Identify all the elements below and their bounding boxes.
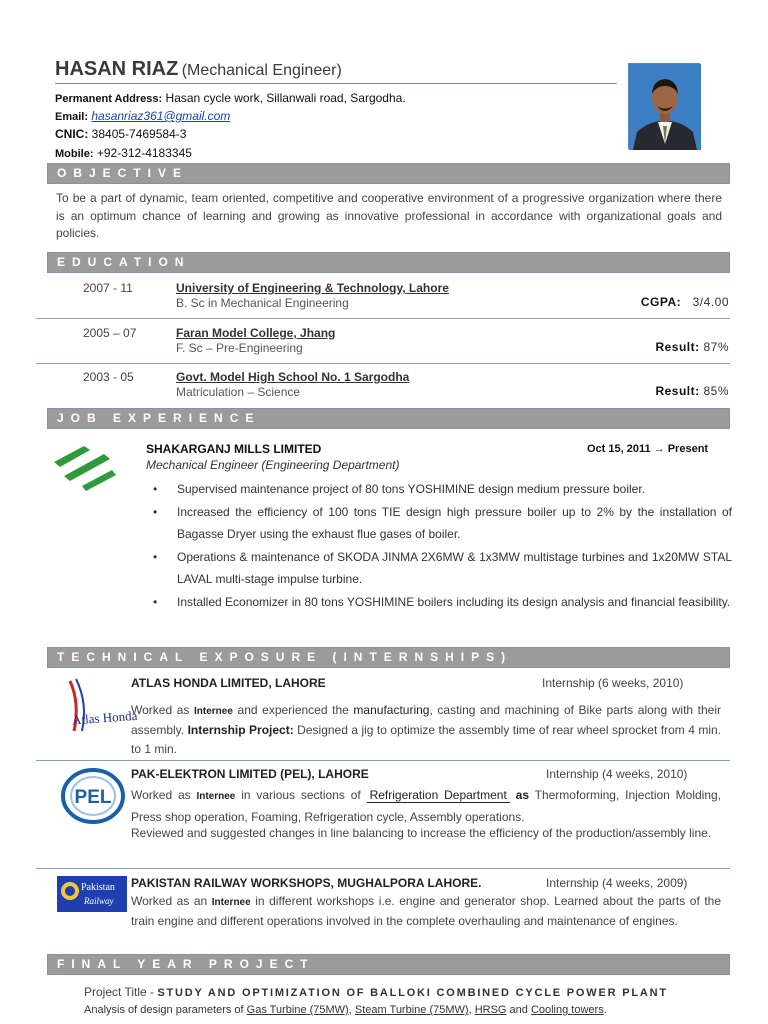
desc-bold: Internee <box>211 897 251 908</box>
job-role: Mechanical Engineer (Engineering Department) <box>146 458 400 472</box>
desc-text: in different workshops i.e. engine and generator shop. Learned about the parts of the train engine and different operations involved in the complete overhauling and maintenance of engines. <box>131 894 722 928</box>
education-institution: Govt. Model High School No. 1 Sargodha <box>176 370 410 384</box>
internship-company: ATLAS HONDA LIMITED, LAHORE <box>131 676 326 690</box>
education-institution: Faran Model College, Jhang <box>176 326 336 340</box>
desc-bold: Internee <box>196 791 236 802</box>
education-degree: Matriculation – Science <box>176 385 301 399</box>
title-close-paren: ) <box>336 62 342 79</box>
list-item: • Operations & maintenance of SKODA JINMA 2X6MW & 1x3MW multistage turbines and 1x20MW STAL LAVAL multi-stage impulse turbine. <box>150 546 732 591</box>
atlas-honda-logo-icon <box>62 673 138 735</box>
education-result <box>655 384 729 398</box>
job-company: SHAKARGANJ MILLS LIMITED <box>146 442 322 456</box>
internship-description <box>131 701 721 759</box>
desc-text: Worked as <box>131 703 195 717</box>
project-title-line <box>84 985 668 999</box>
list-item: • Supervised maintenance project of 80 tons YOSHIMINE design medium pressure boiler. <box>150 478 732 501</box>
analysis-item: HRSG <box>474 1004 507 1016</box>
internship-company: PAKISTAN RAILWAY WORKSHOPS, MUGHALPORA LAHORE. <box>131 876 482 890</box>
candidate-title: Mechanical Engineer <box>187 62 337 79</box>
logo-text: PEL <box>74 787 112 808</box>
cnic-line <box>55 127 186 141</box>
desc-text: Thermoforming, Injection Molding, Press shop operation, Foaming, Refrigeration cycle, Assembly operations. <box>131 788 722 824</box>
internship-period: Internship (4 weeks, 2010) <box>546 767 688 781</box>
education-item <box>36 364 730 408</box>
address-label: Permanent Address: <box>55 93 163 105</box>
analysis-text: Analysis of design parameters of <box>84 1004 247 1016</box>
pel-logo-icon <box>60 767 126 825</box>
cnic-label: CNIC: <box>55 127 89 141</box>
email-link[interactable]: hasanriaz361@gmail.com <box>91 109 231 123</box>
education-degree: B. Sc in Mechanical Engineering <box>176 296 349 310</box>
job-section-bar: JOB EXPERIENCE <box>47 408 730 429</box>
project-title: STUDY AND OPTIMIZATION OF BALLOKI COMBINED CYCLE POWER PLANT <box>157 987 668 999</box>
divider <box>36 868 730 869</box>
job-duties-list <box>150 478 732 613</box>
result-label: CGPA: <box>640 295 682 309</box>
desc-text: Worked as <box>131 788 197 802</box>
internship-description <box>131 892 721 930</box>
education-section-bar: EDUCATION <box>47 252 730 273</box>
desc-bold: Internship Project: <box>187 723 294 737</box>
desc-text: manufacturing <box>353 703 430 717</box>
result-label: Result: <box>655 340 700 354</box>
job-date: Oct 15, 2011 → Present <box>587 443 709 455</box>
analysis-text: and <box>506 1004 531 1016</box>
analysis-text: . <box>603 1004 607 1016</box>
internship-company: PAK-ELEKTRON LIMITED (PEL), LAHORE <box>131 767 369 781</box>
desc-bold: as <box>509 788 529 802</box>
address-value: Hasan cycle work, Sillanwali road, Sargodha. <box>165 91 406 105</box>
result-value: 3/4.00 <box>692 295 729 309</box>
desc-text: Designed a jig to optimize the assembly time of rear wheel sprocket from 4 min. to 1 min. <box>131 723 722 756</box>
education-degree: F. Sc – Pre-Engineering <box>176 341 303 355</box>
result-value: 85% <box>703 384 729 398</box>
desc-highlight: Refrigeration Department <box>367 788 510 803</box>
desc-text: in various sections of <box>235 788 367 802</box>
mobile-value: +92-312-4183345 <box>96 146 192 160</box>
mobile-line <box>55 146 192 160</box>
analysis-item: Cooling towers <box>530 1004 604 1016</box>
logo-text: Railway <box>84 896 114 906</box>
education-years: 2003 - 05 <box>83 370 134 384</box>
analysis-text: , <box>468 1004 475 1016</box>
pakistan-railway-logo-icon <box>57 876 127 912</box>
internship-description <box>131 785 721 827</box>
list-item: • Installed Economizer in 80 tons YOSHIMINE boilers including its design analysis and financial feasibility. <box>150 591 732 614</box>
title-open-paren: ( <box>181 62 188 79</box>
desc-text: and experienced the <box>232 703 354 717</box>
logo-text: Pakistan <box>81 882 115 893</box>
cnic-value: 38405-7469584-3 <box>91 127 187 141</box>
education-item <box>36 275 730 319</box>
email-label: Email: <box>55 111 89 123</box>
candidate-name: HASAN RIAZ <box>55 58 179 80</box>
desc-text: Worked as an <box>131 894 212 908</box>
project-label: Project Title - <box>84 985 158 999</box>
result-label: Result: <box>655 384 700 398</box>
shakarganj-logo-icon <box>50 442 120 492</box>
profile-photo <box>628 63 700 149</box>
desc-text: , casting and machining of Bike parts along with their assembly. <box>131 703 722 737</box>
address-line <box>55 91 406 105</box>
list-item: • Increased the efficiency of 100 tons TIE design high pressure boiler up to 2% by the installation of Bagasse Dryer using the exhaust flue gases of boiler. <box>150 501 732 546</box>
divider <box>36 760 730 761</box>
internship-period: Internship (4 weeks, 2009) <box>546 876 688 890</box>
objective-text: To be a part of dynamic, team oriented, competitive and cooperative environment of a progressive organization where there is an optimum chance of learning and growing as innovative professional in accordance with organizational goals and policies. <box>56 191 722 240</box>
final-project-section-bar: FINAL YEAR PROJECT <box>47 954 730 975</box>
name-header <box>55 58 617 84</box>
objective-section-bar: OBJECTIVE <box>47 163 730 184</box>
education-years: 2007 - 11 <box>83 281 133 295</box>
mobile-label: Mobile: <box>55 148 94 160</box>
education-institution: University of Engineering & Technology, Lahore <box>176 281 449 295</box>
education-result <box>641 295 729 309</box>
result-value: 87% <box>703 340 729 354</box>
person-portrait-icon <box>629 64 701 150</box>
logo-text: Atlas Honda <box>71 707 138 728</box>
internship-period: Internship (6 weeks, 2010) <box>542 676 684 690</box>
analysis-item: Gas Turbine (75MW) <box>246 1004 349 1016</box>
desc-bold: Internee <box>194 706 233 717</box>
analysis-item: Steam Turbine (75MW) <box>354 1004 469 1016</box>
analysis-text: , <box>348 1004 355 1016</box>
education-years: 2005 – 07 <box>83 326 137 340</box>
email-line <box>55 109 230 123</box>
internship-description-extra: Reviewed and suggested changes in line balancing to increase the efficiency of the production/assembly line. <box>131 826 712 840</box>
project-analysis <box>84 1004 607 1016</box>
technical-section-bar: TECHNICAL EXPOSURE (INTERNSHIPS) <box>47 647 730 668</box>
education-item <box>36 320 730 364</box>
education-result <box>655 340 729 354</box>
